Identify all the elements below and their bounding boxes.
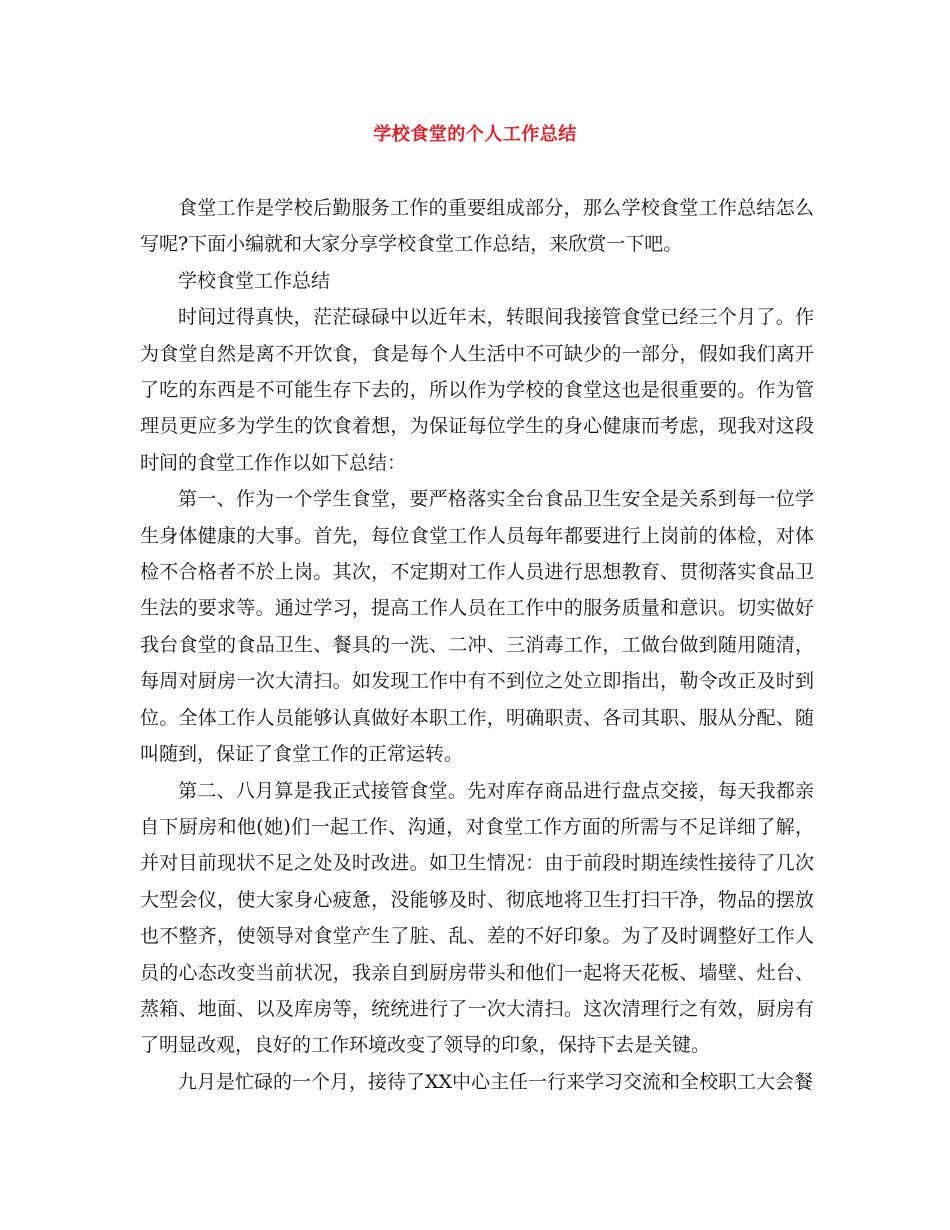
paragraph-subheading: 学校食堂工作总结 <box>178 269 331 292</box>
document-body <box>140 190 814 1100</box>
paragraph-intro: 食堂工作是学校后勤服务工作的重要组成部分，那么学校食堂工作总结怎么写呢?下面小编就和大家分享学校食堂工作总结，来欣赏一下吧。 <box>140 197 814 256</box>
paragraph-september: 九月是忙碌的一个月，接待了XX中心主任一行来学习交流和全校职工大会餐 <box>178 1070 814 1093</box>
paragraph-second-point: 第二、八月算是我正式接管食堂。先对库存商品进行盘点交接，每天我都亲自下厨房和他(她)们一起工作、沟通，对食堂工作方面的所需与不足详细了解，并对目前现状不足之处及时改进。如卫生情况：由于前段时期连续性接待了几次大型会仪，使大家身心疲惫，没能够及时、彻底地将卫生打扫干净，物品的摆放也不整齐，使领导对食堂产生了脏、乱、差的不好印象。为了及时调整好工作人员的心态改变当前状况，我亲自到厨房带头和他们一起将天花板、墙壁、灶台、蒸箱、地面、以及库房等，统统进行了一次大清扫。这次清理行之有效，厨房有了明显改观，良好的工作环境改变了领导的印象，保持下去是关键。 <box>140 779 814 1057</box>
paragraph-first-point: 第一、作为一个学生食堂，要严格落实全台食品卫生安全是关系到每一位学生身体健康的大事。首先，每位食堂工作人员每年都要进行上岗前的体检，对体检不合格者不於上岗。其次，不定期对工作人员进行思想教育、贯彻落实食品卫生法的要求等。通过学习，提高工作人员在工作中的服务质量和意识。切实做好我台食堂的食品卫生、餐具的一洗、二冲、三消毒工作，工做台做到随用随清，每周对厨房一次大清扫。如发现工作中有不到位之处立即指出，勒令改正及时到位。全体工作人员能够认真做好本职工作，明确职责、各司其职、服从分配、随叫随到，保证了食堂工作的正常运转。 <box>140 488 814 766</box>
document-title: 学校食堂的个人工作总结 <box>373 124 577 145</box>
paragraph-overview: 时间过得真快，茫茫碌碌中以近年末，转眼间我接管食堂已经三个月了。作为食堂自然是离不开饮食，食是每个人生活中不可缺少的一部分，假如我们离开了吃的东西是不可能生存下去的，所以作为学校的食堂这也是很重要的。作为管理员更应多为学生的饮食着想，为保证每位学生的身心健康而考虑，现我对这段时间的食堂工作作以如下总结： <box>140 306 814 474</box>
